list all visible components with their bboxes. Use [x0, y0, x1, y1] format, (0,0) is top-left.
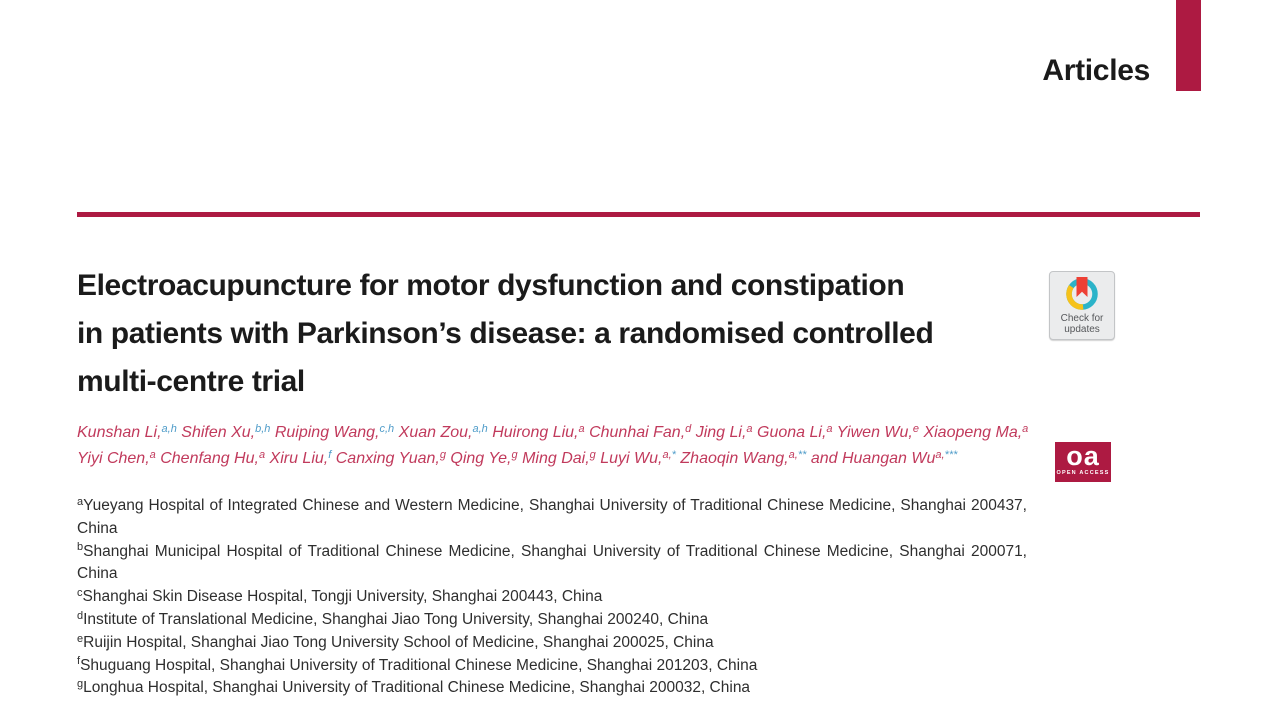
author-note-link[interactable]: a,h	[161, 422, 177, 435]
article-header	[77, 262, 1027, 700]
open-access-label: OPEN ACCESS	[1056, 470, 1110, 476]
author-list	[77, 420, 1027, 472]
author-name: Shifen Xu,	[181, 424, 256, 441]
open-access-badge	[1055, 442, 1111, 482]
author-name: Yiyi Chen,	[77, 450, 150, 467]
article-title	[77, 262, 1027, 406]
affiliation-letter: c	[77, 587, 83, 600]
affiliation-line: $^e$Ruijin Hospital, Shanghai Jiao Tong University School of Medicine, Shanghai 200025, China	[77, 632, 714, 651]
author-note-link[interactable]: c,h	[379, 422, 395, 435]
title-line: in patients with Parkinson’s disease: a randomised controlled	[77, 317, 934, 350]
author-name: Huirong Liu,	[492, 424, 579, 441]
affiliation-letter: e	[77, 632, 84, 645]
author-affiliation-ref: a	[826, 422, 833, 435]
affiliation-line: $^f$Shuguang Hospital, Shanghai University of Traditional Chinese Medicine, Shanghai 201203, China	[77, 655, 758, 674]
author-note-link[interactable]: a,h	[472, 422, 488, 435]
section-label: Articles	[1042, 54, 1150, 87]
author-line: Yiyi Chen,$^a$ Chenfang Hu,$^a$ Xiru Liu,$^f$ Canxing Yuan,$^g$ Qing Ye,$^g$ Ming Dai,$^g$ Luyi Wu,$^{a,*}$ Zhaoqin Wang,$^{a,**}$ and Huangan $Wu^{a,***}$	[77, 448, 958, 467]
author-name: Xiaopeng Ma,	[923, 424, 1023, 441]
author-name: Guona Li,	[757, 424, 827, 441]
author-note-link[interactable]: b,h	[255, 422, 271, 435]
author-affiliation-ref: a	[258, 448, 266, 461]
affiliation-line: $^g$Longhua Hospital, Shanghai University of Traditional Chinese Medicine, Shanghai 200032, China	[77, 678, 751, 697]
author-name: Canxing Yuan,	[335, 450, 440, 467]
author-affiliation-ref: a	[746, 422, 753, 435]
check-for-updates-badge[interactable]	[1049, 271, 1115, 340]
author-name: Xiru Liu,	[269, 450, 329, 467]
author-name: Jing Li,	[695, 424, 747, 441]
author-name: Zhaoqin Wang,	[680, 450, 789, 467]
affiliation-letter: f	[77, 655, 81, 668]
affiliation-letter: g	[77, 678, 84, 691]
title-line: Electroacupuncture for motor dysfunction and constipation	[77, 269, 905, 302]
author-affiliation-ref: a,	[935, 448, 945, 461]
author-affiliation-ref: a	[1022, 422, 1029, 435]
author-affiliation-ref: e	[912, 422, 919, 435]
section-rule	[77, 212, 1200, 217]
author-note-link[interactable]: ***	[944, 448, 958, 461]
author-name: Xuan Zou,	[398, 424, 473, 441]
author-affiliation-ref: g	[589, 448, 596, 461]
affiliation-letter: a	[77, 495, 84, 508]
author-affiliation-ref: a,	[662, 448, 672, 461]
author-name: Chunhai Fan,	[589, 424, 686, 441]
author-affiliation-ref: d	[685, 422, 692, 435]
affiliation-line: $^a$Yueyang Hospital of Integrated Chinese and Western Medicine, Shanghai University of Traditional Chinese Medicine, Shanghai 200437, China	[77, 495, 1027, 537]
crossmark-icon	[1063, 275, 1101, 313]
affiliations	[77, 495, 1027, 700]
title-line: multi-centre trial	[77, 365, 305, 398]
author-name: Ruiping Wang,	[274, 424, 380, 441]
open-access-abbr: oa	[1066, 441, 1100, 471]
author-name: Luyi Wu,	[600, 450, 663, 467]
author-name: Chenfang Hu,	[160, 450, 259, 467]
corner-bar	[1176, 0, 1201, 91]
author-affiliation-ref: a	[149, 448, 156, 461]
check-for-updates-label: Check for updates	[1060, 313, 1104, 335]
affiliation-line: $^b$Shanghai Municipal Hospital of Traditional Chinese Medicine, Shanghai University of Traditional Chinese Medicine, Shanghai 200071, China	[77, 541, 1027, 583]
author-note-link[interactable]: *	[671, 448, 676, 461]
author-affiliation-ref: g	[439, 448, 446, 461]
author-name: Huangan Wu	[841, 450, 936, 467]
author-name: Kunshan Li,	[77, 424, 162, 441]
author-line	[77, 420, 1027, 446]
author-affiliation-ref: g	[511, 448, 518, 461]
author-affiliation-ref: a	[578, 422, 585, 435]
affiliation-letter: d	[77, 609, 84, 622]
author-affiliation-ref: a,	[788, 448, 798, 461]
author-name: Qing Ye,	[450, 450, 512, 467]
author-note-link[interactable]: f	[328, 448, 332, 461]
affiliation-line: $^c$Shanghai Skin Disease Hospital, Tongji University, Shanghai 200443, China	[77, 587, 603, 606]
author-name: Yiwen Wu,	[836, 424, 913, 441]
affiliation-letter: b	[77, 541, 84, 554]
affiliation-line: $^d$Institute of Translational Medicine, Shanghai Jiao Tong University, Shanghai 200240, China	[77, 609, 709, 628]
author-note-link[interactable]: **	[797, 448, 807, 461]
author-name: Ming Dai,	[522, 450, 590, 467]
